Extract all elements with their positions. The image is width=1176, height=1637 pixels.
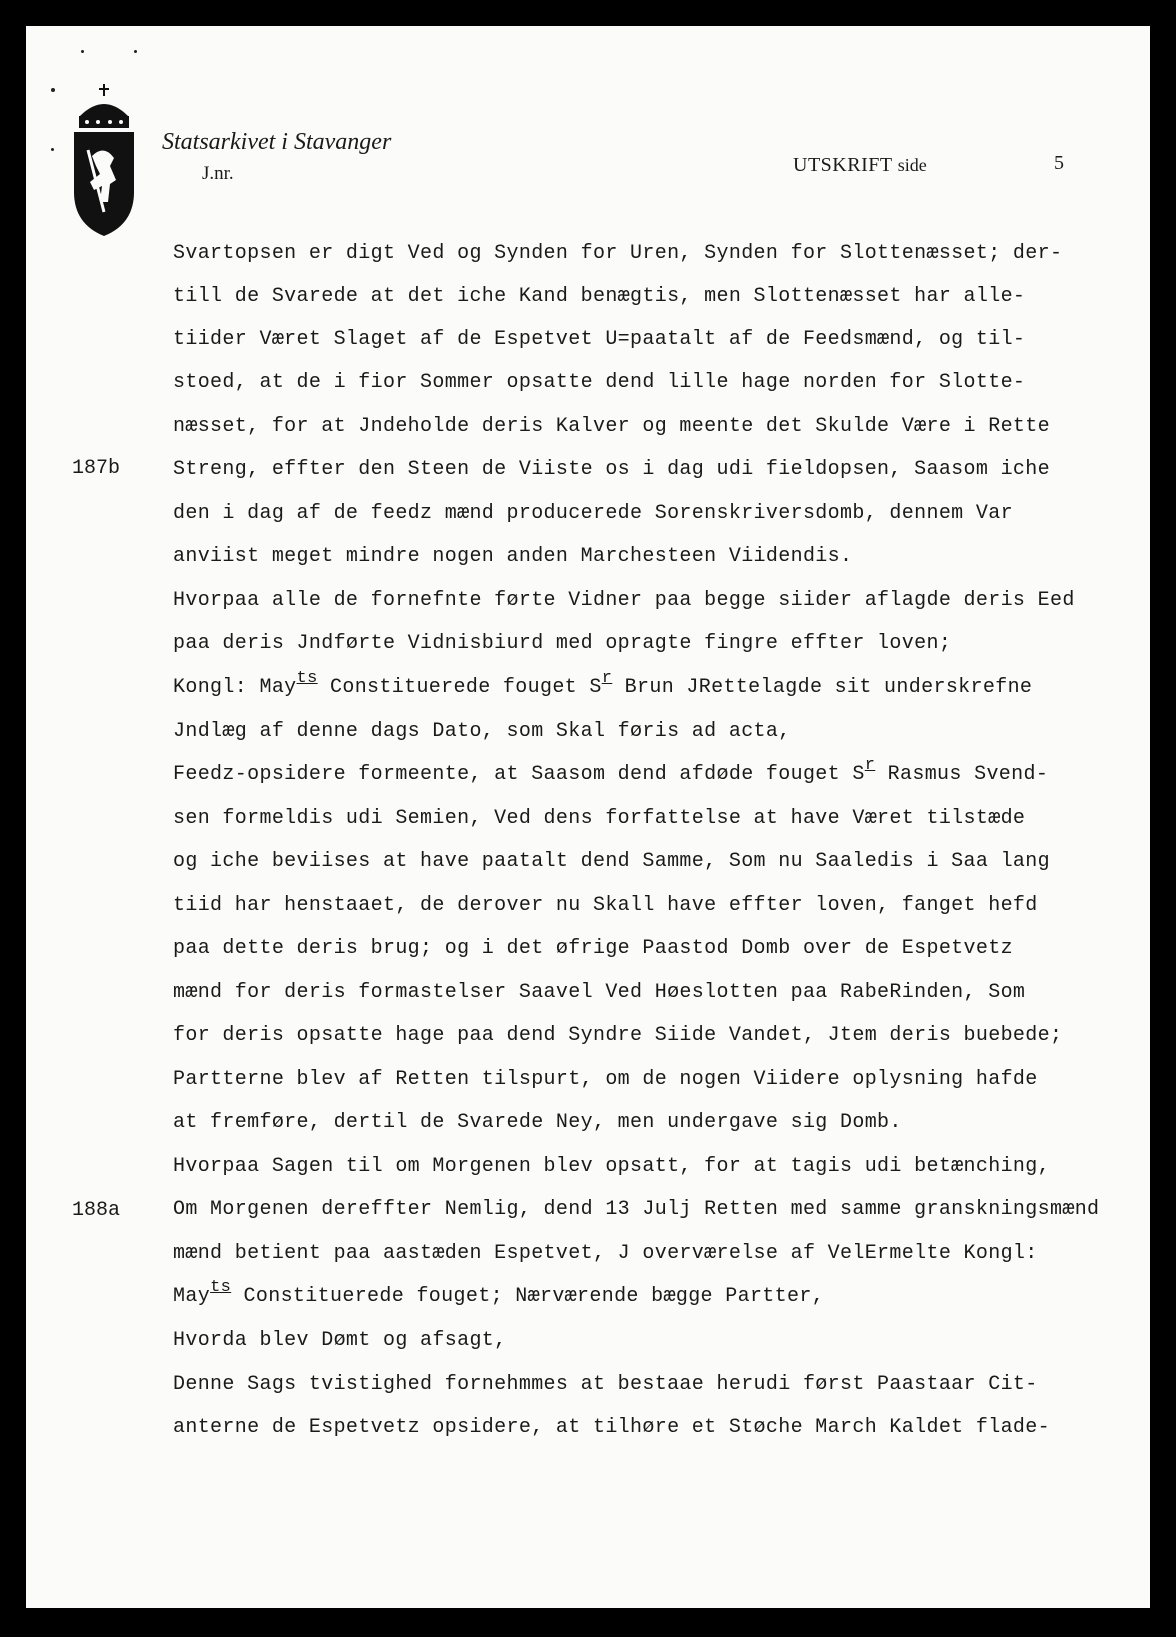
superscript: r: [601, 669, 613, 688]
text-line: og iche beviises at have paatalt dend Samme, Som nu Saaledis i Saa lang: [173, 850, 1050, 873]
superscript: ts: [210, 1278, 232, 1297]
text-line: Om Morgenen dereffter Nemlig, dend 13 Julj Retten med samme granskningsmænd: [173, 1198, 1100, 1221]
text-fragment: Constituerede fouget S: [317, 676, 602, 699]
text-line: paa deris Jndførte Vidnisbiurd med opragte fingre effter loven;: [173, 632, 952, 655]
text-line: anterne de Espetvetz opsidere, at tilhøre et Støche March Kaldet flade-: [173, 1416, 1050, 1439]
side-text: side: [897, 155, 927, 175]
text-line: anviist meget mindre nogen anden Marchesteen Viidendis.: [173, 545, 853, 568]
text-line-may: [173, 1278, 825, 1310]
text-line: till de Svarede at det iche Kand benægtis, men Slottenæsset har alle-: [173, 285, 1026, 308]
superscript: r: [864, 756, 876, 775]
document-page: [26, 26, 1150, 1608]
text-fragment: May: [173, 1285, 211, 1308]
text-line: mænd for deris formastelser Saavel Ved Høeslotten paa RabeRinden, Som: [173, 981, 1026, 1004]
text-fragment: Kongl: May: [173, 676, 297, 699]
text-fragment: Brun JRettelagde sit underskrefne: [612, 676, 1033, 699]
text-line: Denne Sags tvistighed fornehmmes at bestaae herudi først Paastaar Cit-: [173, 1373, 1038, 1396]
text-line-kongl: [173, 669, 1033, 701]
text-line: at fremføre, dertil de Svarede Ney, men undergave sig Domb.: [173, 1111, 902, 1134]
text-fragment: Rasmus Svend-: [875, 763, 1049, 786]
text-line: mænd betient paa aastæden Espetvet, J overværelse af VelErmelte Kongl:: [173, 1242, 1038, 1265]
text-line-feedz: [173, 756, 1049, 788]
text-line: stoed, at de i fior Sommer opsatte dend lille hage norden for Slotte-: [173, 371, 1026, 394]
text-fragment: Constituerede fouget; Nærværende bægge Partter,: [231, 1285, 825, 1308]
text-line: næsset, for at Jndeholde deris Kalver og meente det Skulde Være i Rette: [173, 415, 1050, 438]
margin-dot: [51, 148, 54, 151]
text-line: for deris opsatte hage paa dend Syndre Siide Vandet, Jtem deris buebede;: [173, 1024, 1063, 1047]
text-line: tiid har henstaaet, de derover nu Skall have effter loven, fanget hefd: [173, 894, 1038, 917]
journal-number-label: J.nr.: [202, 163, 234, 184]
text-line: den i dag af de feedz mænd producerede Sorenskriversdomb, dennem Var: [173, 502, 1013, 525]
text-line: Hvorpaa alle de fornefnte førte Vidner paa begge siider aflagde deris Eed: [173, 589, 1075, 612]
margin-dot: [81, 50, 84, 53]
text-line: tiider Været Slaget af de Espetvet U=paatalt af de Feedsmænd, og til-: [173, 328, 1026, 351]
margin-note-187b: 187b: [72, 457, 121, 480]
text-line: paa dette deris brug; og i det øfrige Paastod Domb over de Espetvetz: [173, 937, 1013, 960]
archive-name: Statsarkivet i Stavanger: [162, 129, 392, 155]
text-line: Hvorpaa Sagen til om Morgenen blev opsatt, for at tagis udi betænching,: [173, 1155, 1050, 1178]
margin-dot: [134, 50, 137, 53]
text-line: Streng, effter den Steen de Viiste os i dag udi fieldopsen, Saasom iche: [173, 458, 1050, 481]
margin-dot: [51, 88, 55, 92]
utskrift-label: [793, 154, 927, 177]
text-line: Svartopsen er digt Ved og Synden for Uren, Synden for Slottenæsset; der-: [173, 242, 1063, 265]
text-fragment: Feedz-opsidere formeente, at Saasom dend afdøde fouget S: [173, 763, 865, 786]
page-number: 5: [1054, 152, 1064, 174]
coat-of-arms-icon: [70, 84, 138, 244]
text-line: sen formeldis udi Semien, Ved dens forfattelse at have Været tilstæde: [173, 807, 1026, 830]
text-line: Partterne blev af Retten tilspurt, om de nogen Viidere oplysning hafde: [173, 1068, 1038, 1091]
text-line: Hvorda blev Dømt og afsagt,: [173, 1329, 507, 1352]
superscript: ts: [296, 669, 318, 688]
text-line: Jndlæg af denne dags Dato, som Skal føris ad acta,: [173, 720, 791, 743]
margin-note-188a: 188a: [72, 1199, 121, 1222]
utskrift-text: UTSKRIFT: [793, 154, 893, 176]
